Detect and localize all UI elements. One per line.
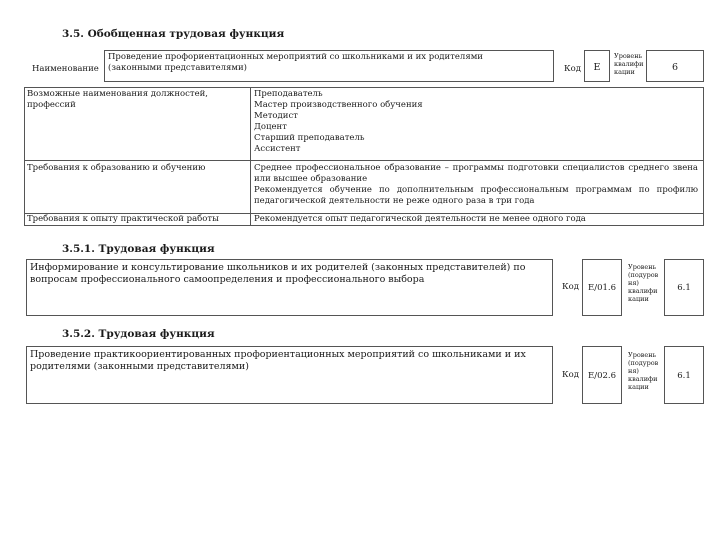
code-value: E/01.6 — [588, 283, 616, 293]
position-item: Старший преподаватель — [254, 133, 365, 143]
row-label-education: Требования к образованию и обучению — [27, 163, 206, 173]
education-line: Рекомендуется обучение по дополнительным профессиональным программам по профилю педагогической деятельности не реже одного раза в три года — [254, 185, 698, 206]
function-name: Проведение практикоориентированных профориентационных мероприятий со школьниками и их родителями (законными представителями) — [30, 349, 526, 372]
code-value: E — [593, 62, 601, 73]
function-name: Информирование и консультирование школьников и их родителей (законных представителей) по вопросам профессионального самоопределения и профессионального выбора — [30, 262, 526, 285]
position-item: Преподаватель — [254, 89, 323, 99]
code-value: E/02.6 — [588, 371, 616, 381]
level-label: Уровень квалифи кации — [614, 52, 644, 76]
code-label: Код — [564, 64, 581, 74]
position-item: Методист — [254, 111, 298, 121]
section-heading-3-5: 3.5. Обобщенная трудовая функция — [62, 28, 285, 40]
level-value: 6 — [671, 62, 679, 73]
level-value: 6.1 — [677, 371, 691, 381]
education-line: Среднее профессиональное образование – программы подготовки специалистов среднего звена или высшее образование — [254, 163, 698, 184]
row-label-experience: Требования к опыту практической работы — [27, 214, 219, 224]
level-label: Уровень (подуров ня) квалифи кации — [628, 263, 659, 303]
name-value: Проведение профориентационных мероприятий со школьниками и их родителями (законными представителями) — [108, 52, 483, 73]
code-label: Код — [562, 370, 579, 380]
row-label-positions: Возможные наименования должностей, профессий — [27, 89, 208, 110]
position-item: Ассистент — [254, 144, 301, 154]
code-label: Код — [562, 282, 579, 292]
name-label: Наименование — [32, 64, 99, 74]
row-value-experience: Рекомендуется опыт педагогической деятельности не менее одного года — [254, 214, 586, 224]
level-value: 6.1 — [677, 283, 691, 293]
section-heading-3-5-1: 3.5.1. Трудовая функция — [62, 243, 215, 255]
row-value-positions — [254, 89, 694, 155]
position-item: Мастер производственного обучения — [254, 100, 423, 110]
row-value-education — [254, 163, 698, 207]
section-heading-3-5-2: 3.5.2. Трудовая функция — [62, 328, 215, 340]
level-label: Уровень (подуров ня) квалифи кации — [628, 351, 659, 391]
position-item: Доцент — [254, 122, 287, 132]
